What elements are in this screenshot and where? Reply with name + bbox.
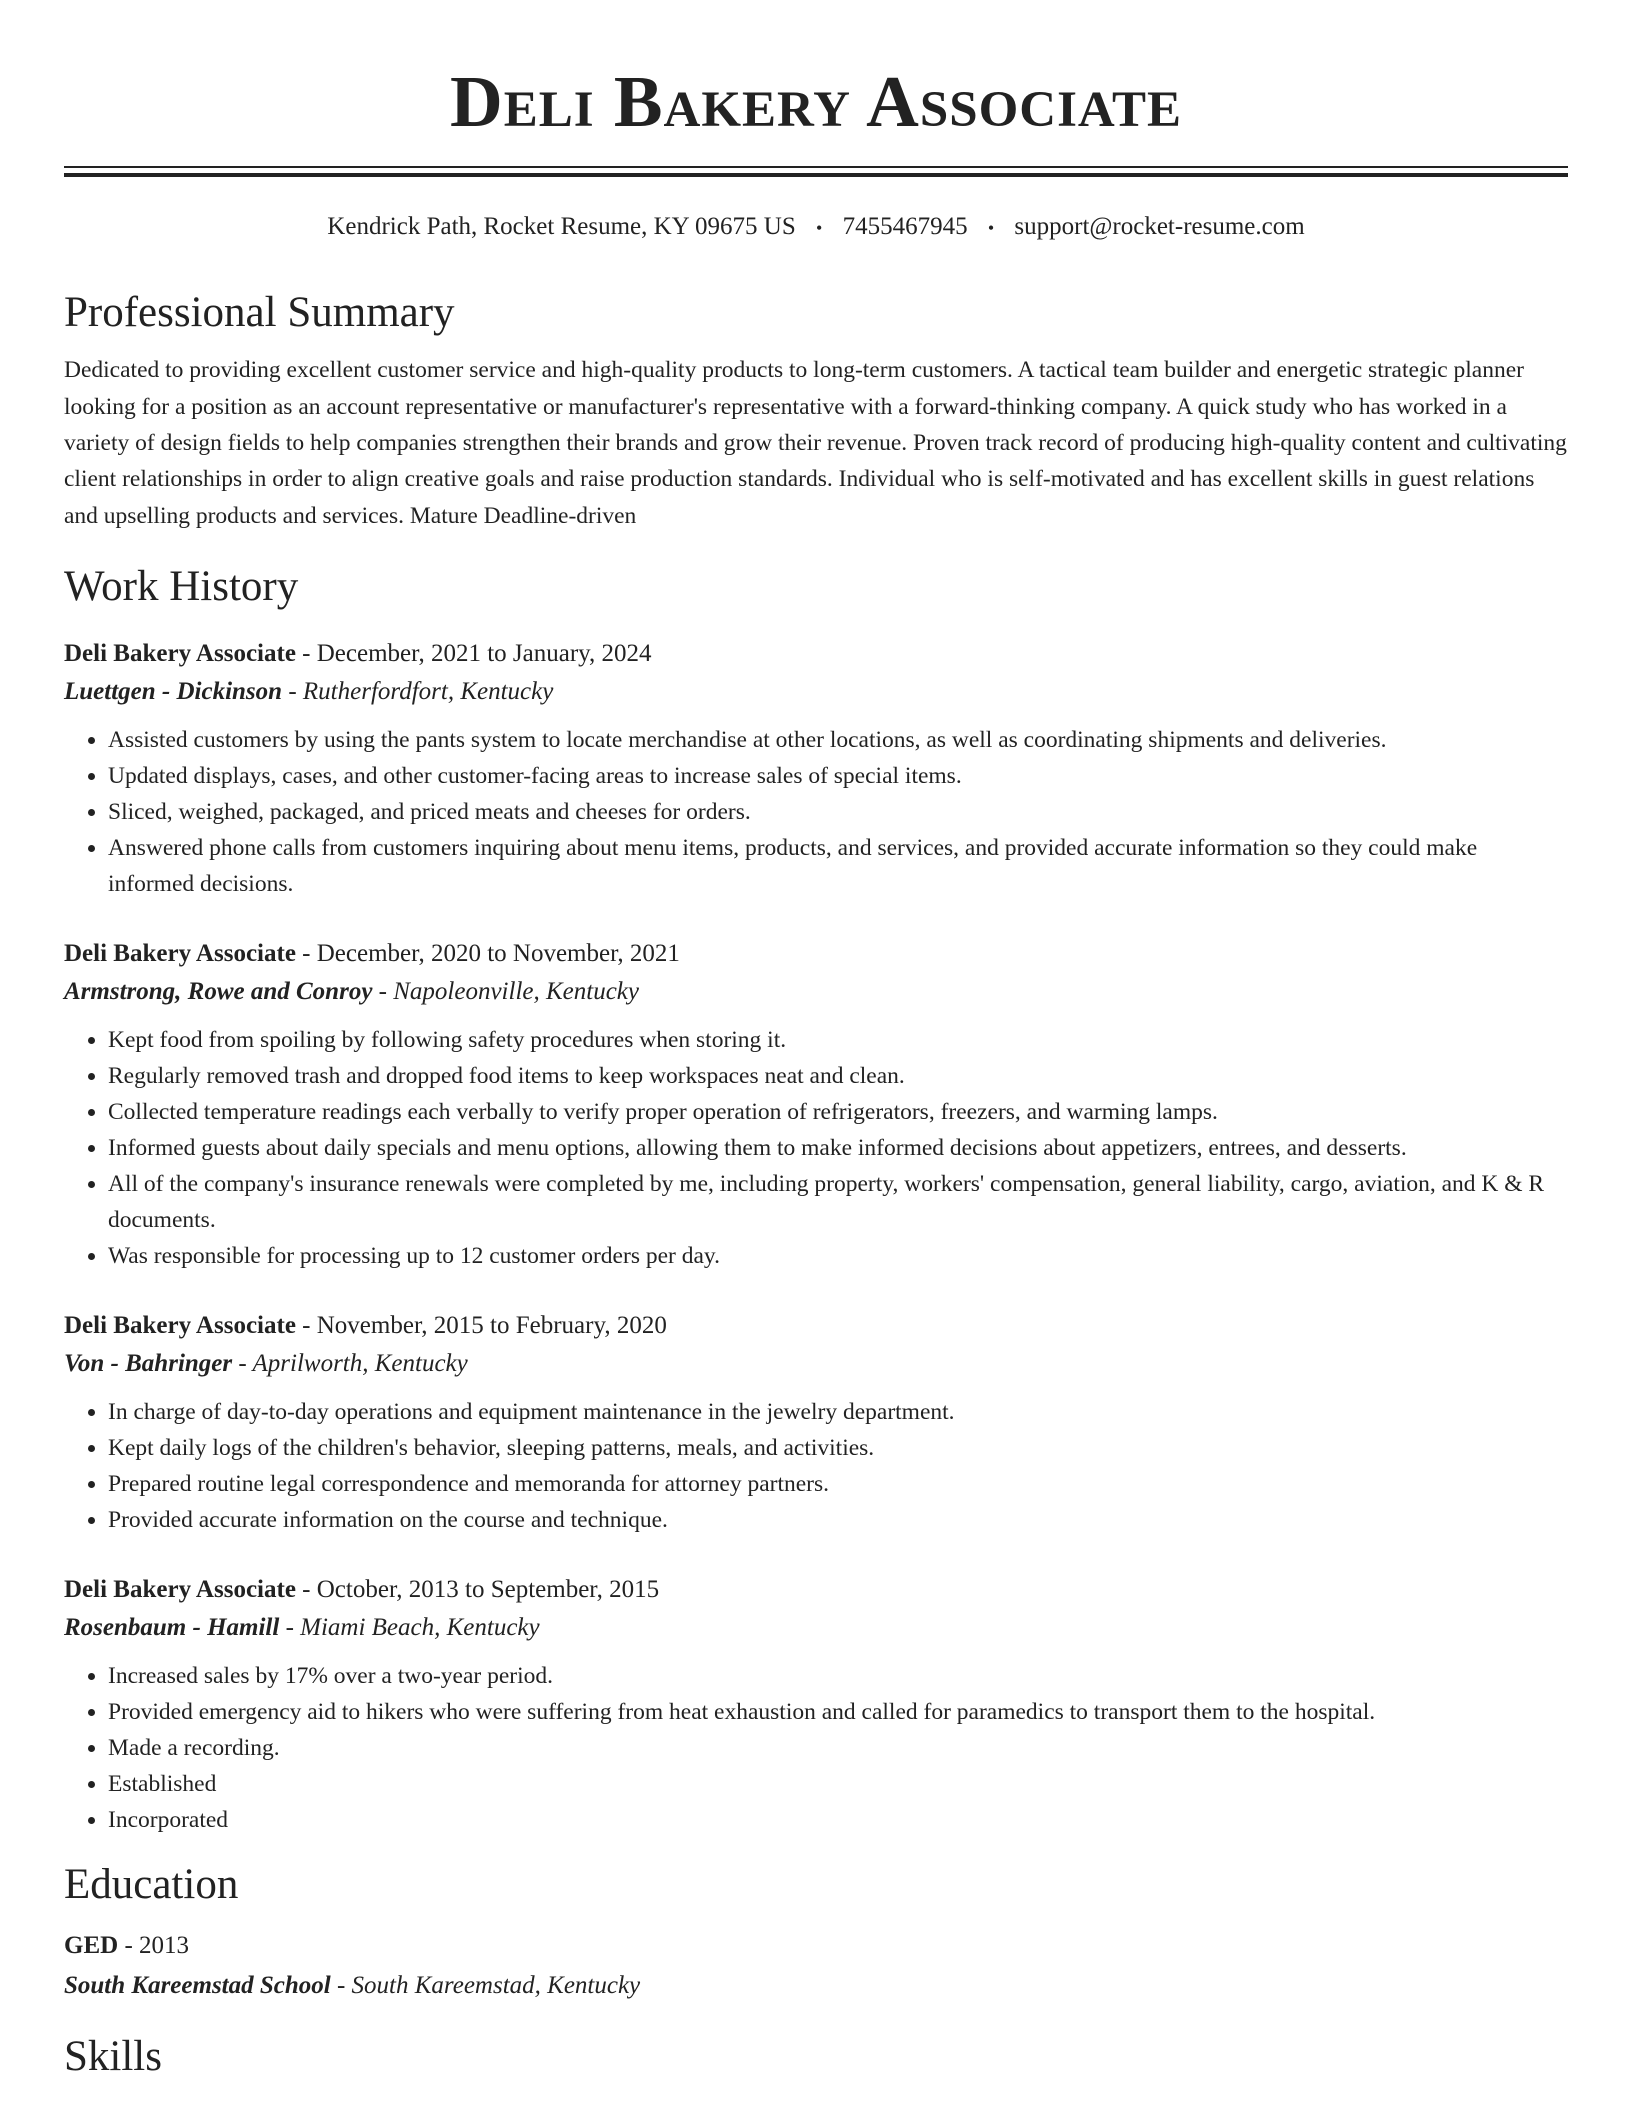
duty-item: • Collected temperature readings each verbally to verify proper operation of refrigerators, freezers, and warming lamps. — [108, 1094, 1568, 1130]
contact-email: support@rocket-resume.com — [1014, 213, 1305, 240]
job-duties — [64, 722, 1568, 902]
education-degree-line — [64, 1926, 1568, 1966]
summary-text: Dedicated to providing excellent customer service and high-quality products to long-term customers. A tactical team builder and energetic strategic planner looking for a position as an account representative or manufacturer's representative with a forward-thinking company. A quick study who has worked in a variety of design fields to help companies strengthen their brands and grow their revenue. Proven track record of producing high-quality content and cultivating client relationships in order to align creative goals and raise production standards. Individual who is self-motivated and has excellent skills in guest relations and upselling products and services. Mature Deadline-driven — [64, 357, 1567, 529]
job-employer — [64, 972, 1568, 1012]
education-school: South Kareemstad School — [64, 1972, 331, 2000]
job-company: Luettgen - Dickinson — [64, 678, 283, 706]
resume-title: Deli Bakery Associate — [449, 61, 1183, 142]
job-header — [64, 636, 1568, 672]
job-entry — [64, 636, 1568, 902]
job-dates: - November, 2015 to February, 2020 — [295, 1312, 667, 1340]
job-dates: - December, 2020 to November, 2021 — [295, 940, 680, 968]
job-role: Deli Bakery Associate — [64, 1312, 296, 1340]
duty-item: • Incorporated — [108, 1802, 1568, 1838]
job-role: Deli Bakery Associate — [64, 640, 296, 668]
contact-phone: 7455467945 — [842, 213, 968, 240]
job-dates: - December, 2021 to January, 2024 — [295, 640, 652, 668]
duty-item: • Sliced, weighed, packaged, and priced meats and cheeses for orders. — [108, 794, 1568, 830]
skills-heading: Skills — [64, 2033, 162, 2081]
job-entry — [64, 1572, 1568, 1838]
duty-item: • Prepared routine legal correspondence and memoranda for attorney partners. — [108, 1466, 1568, 1502]
job-header — [64, 1572, 1568, 1608]
job-duties — [64, 1022, 1568, 1274]
job-location: - Napoleonville, Kentucky — [372, 978, 639, 1006]
duty-item: • Updated displays, cases, and other customer-facing areas to increase sales of special items. — [108, 758, 1568, 794]
job-company: Armstrong, Rowe and Conroy — [64, 978, 373, 1006]
job-role: Deli Bakery Associate — [64, 1576, 296, 1604]
contact-line — [64, 211, 1568, 244]
contact-address: Kendrick Path, Rocket Resume, KY 09675 US — [327, 213, 796, 240]
job-location: - Miami Beach, Kentucky — [279, 1614, 540, 1642]
duty-item: • Kept daily logs of the children's behavior, sleeping patterns, meals, and activities. — [108, 1430, 1568, 1466]
duty-item: • All of the company's insurance renewals were completed by me, including property, workers' compensation, general liability, cargo, aviation, and K & R documents. — [108, 1166, 1568, 1238]
job-employer — [64, 1608, 1568, 1648]
job-employer — [64, 1344, 1568, 1384]
duty-item: • In charge of day-to-day operations and equipment maintenance in the jewelry department. — [108, 1394, 1568, 1430]
education-school-line — [64, 1966, 1568, 2006]
job-entry — [64, 936, 1568, 1274]
duty-item: • Assisted customers by using the pants system to locate merchandise at other locations, as well as coordinating shipments and deliveries. — [108, 722, 1568, 758]
summary-heading: Professional Summary — [64, 289, 455, 337]
duty-item: • Answered phone calls from customers inquiring about menu items, products, and services, and provided accurate information so they could make informed decisions. — [108, 830, 1568, 902]
duty-item: • Was responsible for processing up to 12 customer orders per day. — [108, 1238, 1568, 1274]
job-location: - Aprilworth, Kentucky — [232, 1350, 468, 1378]
duty-item: • Regularly removed trash and dropped food items to keep workspaces neat and clean. — [108, 1058, 1568, 1094]
education-location: - South Kareemstad, Kentucky — [330, 1972, 641, 2000]
duty-item: • Established — [108, 1766, 1568, 1802]
title-divider — [64, 166, 1568, 177]
job-entry — [64, 1308, 1568, 1538]
education-year: - 2013 — [118, 1932, 190, 1960]
job-location: - Rutherfordfort, Kentucky — [282, 678, 554, 706]
duty-item: • Provided emergency aid to hikers who were suffering from heat exhaustion and called for paramedics to transport them to the hospital. — [108, 1694, 1568, 1730]
job-company: Rosenbaum - Hamill — [64, 1614, 280, 1642]
work-history-heading: Work History — [64, 563, 299, 611]
job-company: Von - Bahringer — [64, 1350, 233, 1378]
duty-item: • Made a recording. — [108, 1730, 1568, 1766]
education-degree: GED — [64, 1932, 119, 1960]
duty-item: • Informed guests about daily specials and menu options, allowing them to make informed decisions about appetizers, entrees, and desserts. — [108, 1130, 1568, 1166]
duty-item: • Provided accurate information on the course and technique. — [108, 1502, 1568, 1538]
job-duties — [64, 1658, 1568, 1838]
job-role: Deli Bakery Associate — [64, 940, 296, 968]
job-header — [64, 936, 1568, 972]
education-heading: Education — [64, 1861, 239, 1909]
job-header — [64, 1308, 1568, 1344]
contact-separator: • — [816, 218, 823, 239]
duty-item: • Increased sales by 17% over a two-year period. — [108, 1658, 1568, 1694]
duty-item: • Kept food from spoiling by following safety procedures when storing it. — [108, 1022, 1568, 1058]
job-duties — [64, 1394, 1568, 1538]
job-employer — [64, 672, 1568, 712]
job-dates: - October, 2013 to September, 2015 — [295, 1576, 660, 1604]
contact-separator: • — [987, 218, 995, 239]
